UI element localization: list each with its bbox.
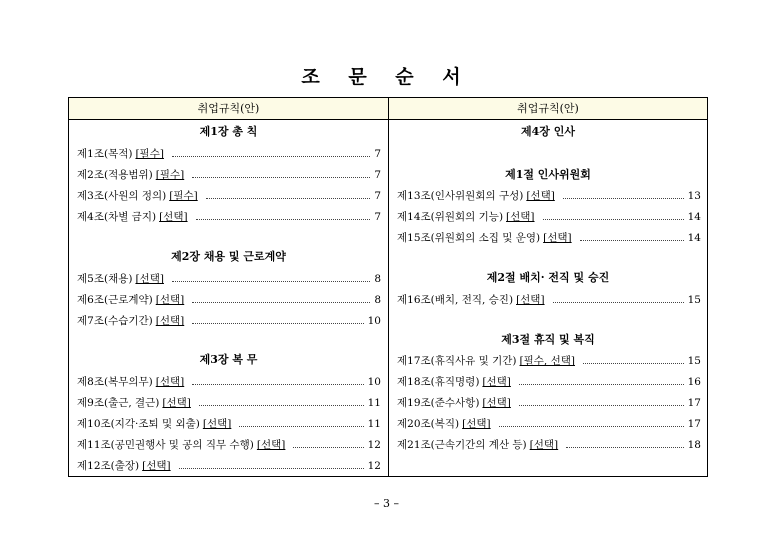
- entry-tag: [필수]: [135, 148, 164, 160]
- toc-entry: [77, 208, 381, 226]
- entry-tag: [필수]: [155, 169, 185, 181]
- entry-tag: [선택]: [142, 460, 171, 472]
- entry-page: 8: [374, 273, 381, 285]
- toc-table: [68, 97, 708, 477]
- toc-entry: [397, 352, 701, 370]
- leader-dots: [519, 384, 684, 385]
- toc-entry: [397, 291, 701, 309]
- toc-entry: [77, 312, 381, 330]
- entry-label: 제15조(위원회의 소집 및 운영): [397, 232, 541, 244]
- entry-page: 15: [687, 355, 701, 367]
- chapter-heading: 제4장 인사: [521, 125, 575, 138]
- leader-dots: [192, 384, 363, 385]
- entry-label: 제12조(출장): [77, 460, 140, 472]
- entry-tag: [선택]: [162, 397, 191, 409]
- entry-tag: [선택]: [159, 211, 188, 223]
- entry-tag: [선택]: [135, 273, 164, 285]
- entry-label: 제17조(휴직사유 및 기간): [397, 355, 517, 367]
- toc-entry: [77, 270, 381, 288]
- leader-dots: [563, 198, 684, 199]
- leader-dots: [239, 426, 363, 427]
- entry-page: 14: [687, 211, 701, 223]
- toc-entry: [77, 373, 381, 391]
- entry-label: 제6조(근로계약): [77, 294, 153, 306]
- entry-page: 11: [367, 418, 381, 430]
- toc-entry: [397, 394, 701, 412]
- entry-label: 제18조(휴직명령): [397, 376, 480, 388]
- toc-entry: [397, 187, 701, 205]
- entry-label: 제13조(인사위원회의 구성): [397, 190, 524, 202]
- header-left: 취업규칙(안): [69, 98, 388, 120]
- leader-dots: [206, 198, 371, 199]
- entry-tag: [선택]: [543, 232, 572, 244]
- entry-page: 7: [374, 169, 381, 181]
- toc-entry: [77, 291, 381, 309]
- entry-label: 제8조(복무의무): [77, 376, 153, 388]
- entry-label: 제16조(배치, 전직, 승진): [397, 294, 514, 306]
- entry-tag: [필수]: [169, 190, 198, 202]
- entry-page: 7: [374, 211, 381, 223]
- toc-entry: [397, 208, 701, 226]
- page-title: 조 문 순 서: [301, 66, 472, 88]
- entry-tag: [선택]: [462, 418, 491, 430]
- entry-tag: [선택]: [516, 294, 545, 306]
- entry-tag: [선택]: [506, 211, 535, 223]
- toc-entry: [77, 415, 381, 433]
- toc-entry: [77, 457, 381, 475]
- leader-dots: [196, 219, 371, 220]
- entry-label: 제4조(차별 금지): [77, 211, 157, 223]
- entry-page: 7: [374, 148, 381, 160]
- entry-tag: [선택]: [482, 376, 511, 388]
- entry-label: 제21조(근속기간의 계산 등): [397, 439, 527, 451]
- column-divider: [388, 98, 389, 476]
- toc-entry: [397, 373, 701, 391]
- entry-tag: [선택]: [256, 439, 286, 451]
- entry-label: 제9조(출근, 결근): [77, 397, 160, 409]
- page-number: – 3 –: [374, 497, 399, 510]
- entry-label: 제10조(지각·조퇴 및 외출): [77, 418, 200, 430]
- leader-dots: [543, 219, 684, 220]
- toc-entry: [397, 415, 701, 433]
- entry-page: 17: [687, 397, 701, 409]
- entry-label: 제5조(채용): [77, 273, 133, 285]
- leader-dots: [192, 323, 363, 324]
- toc-entry: [77, 394, 381, 412]
- chapter-heading: 제2장 채용 및 근로계약: [171, 250, 286, 263]
- toc-entry: [397, 436, 701, 454]
- leader-dots: [580, 240, 684, 241]
- section-heading: 제2절 배치· 전직 및 승진: [486, 271, 610, 284]
- entry-label: 제19조(준수사항): [397, 397, 480, 409]
- entry-label: 제1조(목적): [77, 148, 133, 160]
- leader-dots: [553, 302, 684, 303]
- entry-tag: [선택]: [155, 376, 185, 388]
- section-heading: 제3절 휴직 및 복직: [501, 333, 595, 346]
- leader-dots: [172, 281, 370, 282]
- leader-dots: [499, 426, 684, 427]
- entry-tag: [선택]: [482, 397, 511, 409]
- entry-page: 18: [687, 439, 701, 451]
- leader-dots: [199, 405, 364, 406]
- entry-page: 17: [687, 418, 701, 430]
- leader-dots: [293, 447, 363, 448]
- entry-page: 10: [367, 376, 381, 388]
- leader-dots: [192, 302, 370, 303]
- entry-label: 제3조(사원의 정의): [77, 190, 167, 202]
- entry-tag: [필수, 선택]: [519, 355, 575, 367]
- chapter-heading: 제1장 총 칙: [199, 125, 258, 138]
- entry-label: 제2조(적용범위): [77, 169, 153, 181]
- leader-dots: [179, 468, 364, 469]
- entry-page: 8: [374, 294, 381, 306]
- entry-tag: [선택]: [526, 190, 555, 202]
- entry-page: 10: [367, 315, 381, 327]
- toc-entry: [397, 229, 701, 247]
- toc-entry: [77, 436, 381, 454]
- entry-page: 12: [367, 460, 381, 472]
- toc-entry: [77, 145, 381, 163]
- entry-tag: [선택]: [529, 439, 559, 451]
- entry-page: 12: [367, 439, 381, 451]
- section-heading: 제1절 인사위원회: [505, 168, 591, 181]
- leader-dots: [192, 177, 370, 178]
- leader-dots: [566, 447, 683, 448]
- header-right: 취업규칙(안): [389, 98, 707, 120]
- chapter-heading: 제3장 복 무: [199, 353, 258, 366]
- entry-page: 13: [687, 190, 701, 202]
- entry-page: 15: [687, 294, 701, 306]
- entry-label: 제20조(복직): [397, 418, 460, 430]
- leader-dots: [519, 405, 684, 406]
- entry-label: 제14조(위원회의 기능): [397, 211, 504, 223]
- entry-label: 제7조(수습기간): [77, 315, 153, 327]
- entry-page: 14: [687, 232, 701, 244]
- entry-label: 제11조(공민권행사 및 공의 직무 수행): [77, 439, 254, 451]
- entry-page: 11: [367, 397, 381, 409]
- leader-dots: [172, 156, 370, 157]
- toc-entry: [77, 187, 381, 205]
- entry-tag: [선택]: [155, 315, 185, 327]
- entry-tag: [선택]: [202, 418, 232, 430]
- entry-tag: [선택]: [155, 294, 185, 306]
- toc-entry: [77, 166, 381, 184]
- entry-page: 7: [374, 190, 381, 202]
- entry-page: 16: [687, 376, 701, 388]
- leader-dots: [583, 363, 684, 364]
